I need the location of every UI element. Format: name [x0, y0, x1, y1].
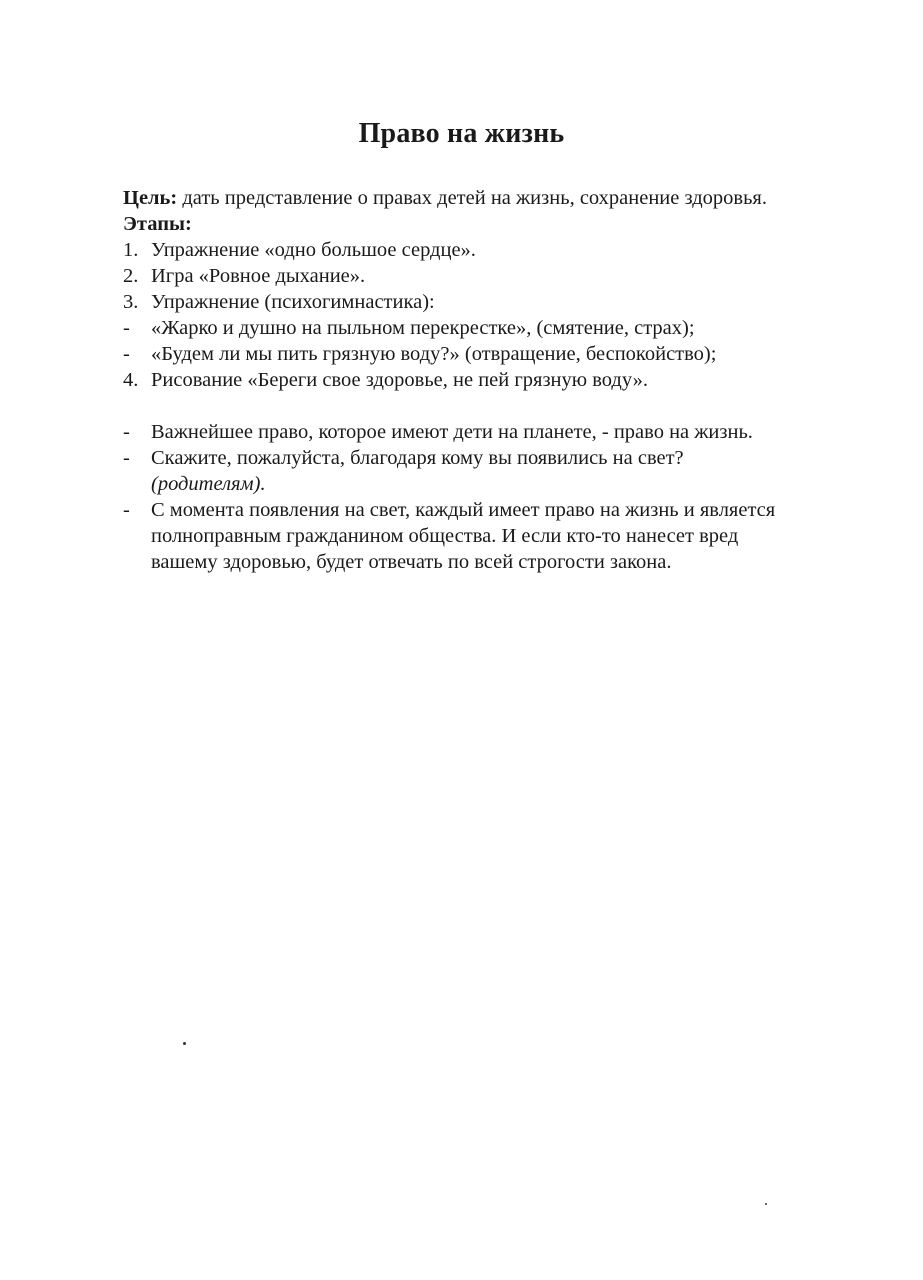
stage-item: [123, 315, 793, 341]
stage-text: Упражнение «одно большое сердце».: [151, 239, 476, 261]
goal-text: дать представление о правах детей на жизнь, сохранение здоровья.: [182, 187, 767, 209]
dialogue-text: Важнейшее право, которое имеют дети на планете, - право на жизнь.: [151, 421, 753, 443]
list-marker: 3.: [123, 291, 139, 313]
stages-list: [123, 237, 793, 393]
stage-item: [123, 367, 793, 393]
stage-item: [123, 263, 793, 289]
goal-label: Цель:: [123, 187, 178, 209]
stage-text: «Будем ли мы пить грязную воду?» (отвращение, беспокойство);: [151, 343, 717, 365]
scan-speck: [183, 1042, 186, 1045]
page-title: Право на жизнь: [358, 118, 565, 149]
document-body: [123, 185, 793, 575]
dialogue-list: [123, 419, 793, 575]
list-marker: -: [123, 317, 130, 339]
dialogue-text: С момента появления на свет, каждый имеет право на жизнь и является полноправным гражданином общества. И если кто-то нанесет вред вашему здоровью, будет отвечать по всей строгости закона.: [151, 499, 776, 573]
paragraph-gap: [123, 393, 793, 419]
scan-speck: [765, 1203, 767, 1205]
dialogue-item: [123, 445, 793, 497]
dialogue-item: [123, 419, 793, 445]
list-marker: 2.: [123, 265, 139, 287]
goal-paragraph: [123, 185, 793, 211]
stage-item: [123, 341, 793, 367]
list-marker: 1.: [123, 239, 139, 261]
dialogue-text-block: [151, 445, 793, 497]
stage-text: Рисование «Береги свое здоровье, не пей грязную воду».: [151, 369, 648, 391]
list-marker: -: [123, 421, 130, 443]
stage-text: Упражнение (психогимнастика):: [151, 291, 435, 313]
dialogue-text: Скажите, пожалуйста, благодаря кому вы появились на свет?: [151, 447, 684, 469]
stage-item: [123, 237, 793, 263]
dialogue-item: [123, 497, 793, 575]
list-marker: -: [123, 343, 130, 365]
stages-label: Этапы:: [123, 213, 192, 235]
stage-item: [123, 289, 793, 315]
list-marker: -: [123, 447, 130, 469]
dialogue-answer-note: (родителям).: [151, 473, 266, 495]
list-marker: -: [123, 499, 130, 521]
stage-text: «Жарко и душно на пыльном перекрестке», (смятение, страх);: [151, 317, 695, 339]
list-marker: 4.: [123, 369, 139, 391]
stage-text: Игра «Ровное дыхание».: [151, 265, 366, 287]
